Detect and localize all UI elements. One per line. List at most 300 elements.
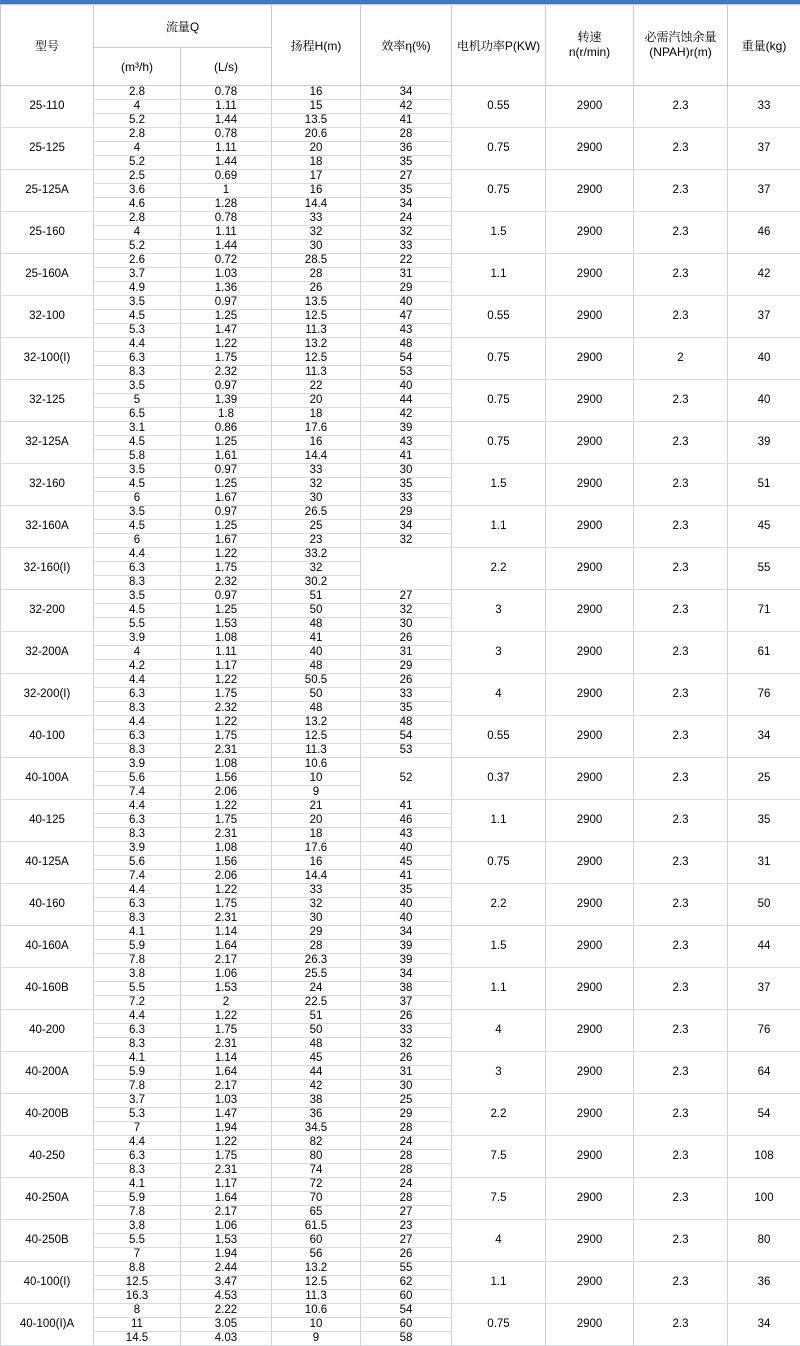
efficiency-cell: 55: [361, 1262, 452, 1276]
flow-ls-cell: 1.64: [181, 1192, 272, 1206]
speed-cell: 2900: [546, 212, 634, 254]
flow-ls-cell: 0.97: [181, 296, 272, 310]
table-row: [1, 1178, 800, 1192]
flow-m3h-cell: 3.1: [94, 422, 181, 436]
flow-ls-cell: 1.08: [181, 758, 272, 772]
head-cell: 48: [272, 702, 361, 716]
table-row: [1, 1010, 800, 1024]
weight-cell: 40: [728, 380, 800, 422]
efficiency-cell: 23: [361, 1220, 452, 1234]
flow-m3h-cell: 7.8: [94, 1206, 181, 1220]
efficiency-cell: 54: [361, 730, 452, 744]
header-power: 电机功率P(KW): [452, 5, 546, 86]
flow-ls-cell: 4.53: [181, 1290, 272, 1304]
power-cell: 2.2: [452, 884, 546, 926]
head-cell: 38: [272, 1094, 361, 1108]
table-row: [1, 1052, 800, 1066]
flow-ls-cell: 2.31: [181, 744, 272, 758]
flow-ls-cell: 1.22: [181, 548, 272, 562]
npsh-cell: 2.3: [634, 632, 728, 674]
head-cell: 51: [272, 590, 361, 604]
weight-cell: 34: [728, 716, 800, 758]
flow-m3h-cell: 4.4: [94, 884, 181, 898]
npsh-cell: 2.3: [634, 1262, 728, 1304]
flow-m3h-cell: 3.6: [94, 184, 181, 198]
head-cell: 32: [272, 226, 361, 240]
head-cell: 36: [272, 1108, 361, 1122]
efficiency-cell: 26: [361, 1248, 452, 1262]
flow-ls-cell: 1.22: [181, 1010, 272, 1024]
table-body: [1, 86, 800, 1346]
npsh-cell: 2.3: [634, 128, 728, 170]
head-cell: 14.4: [272, 450, 361, 464]
flow-m3h-cell: 7: [94, 1122, 181, 1136]
efficiency-cell: 24: [361, 212, 452, 226]
speed-cell: 2900: [546, 968, 634, 1010]
efficiency-cell: 43: [361, 436, 452, 450]
flow-m3h-cell: 4.4: [94, 716, 181, 730]
head-cell: 70: [272, 1192, 361, 1206]
flow-ls-cell: 2.17: [181, 1206, 272, 1220]
speed-cell: 2900: [546, 674, 634, 716]
power-cell: 3: [452, 590, 546, 632]
head-cell: 25.5: [272, 968, 361, 982]
npsh-cell: 2.3: [634, 758, 728, 800]
flow-ls-cell: 0.86: [181, 422, 272, 436]
head-cell: 42: [272, 1080, 361, 1094]
head-cell: 13.5: [272, 114, 361, 128]
head-cell: 33: [272, 464, 361, 478]
flow-m3h-cell: 4.1: [94, 1178, 181, 1192]
model-cell: 32-100: [1, 296, 94, 338]
flow-m3h-cell: 8.8: [94, 1262, 181, 1276]
model-cell: 40-125A: [1, 842, 94, 884]
power-cell: 1.1: [452, 1262, 546, 1304]
efficiency-cell: 27: [361, 1234, 452, 1248]
weight-cell: 37: [728, 128, 800, 170]
flow-m3h-cell: 3.8: [94, 1220, 181, 1234]
table-row: [1, 338, 800, 352]
speed-cell: 2900: [546, 758, 634, 800]
head-cell: 17.6: [272, 422, 361, 436]
flow-ls-cell: 1.44: [181, 156, 272, 170]
head-cell: 11.3: [272, 1290, 361, 1304]
flow-ls-cell: 1.75: [181, 814, 272, 828]
header-speed-line2: n(r/min): [546, 45, 633, 60]
flow-ls-cell: 1.28: [181, 198, 272, 212]
model-cell: 40-100(I): [1, 1262, 94, 1304]
speed-cell: 2900: [546, 128, 634, 170]
flow-m3h-cell: 8: [94, 1304, 181, 1318]
flow-ls-cell: 1.39: [181, 394, 272, 408]
efficiency-cell: 29: [361, 660, 452, 674]
efficiency-cell: 40: [361, 296, 452, 310]
weight-cell: 37: [728, 968, 800, 1010]
efficiency-cell: 39: [361, 954, 452, 968]
flow-ls-cell: 1.22: [181, 884, 272, 898]
head-cell: 13.5: [272, 296, 361, 310]
flow-m3h-cell: 12.5: [94, 1276, 181, 1290]
table-row: [1, 1094, 800, 1108]
efficiency-cell: 34: [361, 86, 452, 100]
head-cell: 21: [272, 800, 361, 814]
efficiency-cell: 36: [361, 142, 452, 156]
speed-cell: 2900: [546, 1220, 634, 1262]
flow-m3h-cell: 2.8: [94, 212, 181, 226]
flow-m3h-cell: 5: [94, 394, 181, 408]
flow-m3h-cell: 8.3: [94, 702, 181, 716]
efficiency-cell: 29: [361, 1108, 452, 1122]
head-cell: 41: [272, 632, 361, 646]
flow-m3h-cell: 4.6: [94, 198, 181, 212]
efficiency-cell: 31: [361, 1066, 452, 1080]
flow-ls-cell: 2.17: [181, 1080, 272, 1094]
efficiency-cell: 40: [361, 912, 452, 926]
flow-m3h-cell: 8.3: [94, 1164, 181, 1178]
model-cell: 40-160A: [1, 926, 94, 968]
weight-cell: 44: [728, 926, 800, 968]
efficiency-cell: 32: [361, 534, 452, 548]
table-row: [1, 1220, 800, 1234]
flow-ls-cell: 1.11: [181, 226, 272, 240]
efficiency-cell: 54: [361, 352, 452, 366]
head-cell: 26: [272, 282, 361, 296]
head-cell: 56: [272, 1248, 361, 1262]
head-cell: 65: [272, 1206, 361, 1220]
head-cell: 22: [272, 380, 361, 394]
model-cell: 32-100(I): [1, 338, 94, 380]
speed-cell: 2900: [546, 380, 634, 422]
efficiency-cell: 42: [361, 100, 452, 114]
flow-ls-cell: 3.05: [181, 1318, 272, 1332]
npsh-cell: 2.3: [634, 86, 728, 128]
model-cell: 32-125: [1, 380, 94, 422]
efficiency-cell: 41: [361, 450, 452, 464]
head-cell: 14.4: [272, 870, 361, 884]
efficiency-cell: 30: [361, 618, 452, 632]
flow-m3h-cell: 2.6: [94, 254, 181, 268]
weight-cell: 25: [728, 758, 800, 800]
npsh-cell: 2.3: [634, 674, 728, 716]
power-cell: 4: [452, 1010, 546, 1052]
flow-ls-cell: 1.94: [181, 1122, 272, 1136]
npsh-cell: 2.3: [634, 254, 728, 296]
flow-m3h-cell: 8.3: [94, 576, 181, 590]
efficiency-cell: 48: [361, 716, 452, 730]
table-row: [1, 674, 800, 688]
table-row: [1, 170, 800, 184]
flow-m3h-cell: 3.9: [94, 842, 181, 856]
flow-ls-cell: 1.53: [181, 982, 272, 996]
head-cell: 10.6: [272, 1304, 361, 1318]
flow-m3h-cell: 3.9: [94, 758, 181, 772]
speed-cell: 2900: [546, 1094, 634, 1136]
flow-ls-cell: 1.75: [181, 1024, 272, 1038]
flow-m3h-cell: 4: [94, 646, 181, 660]
flow-m3h-cell: 5.2: [94, 156, 181, 170]
weight-cell: 39: [728, 422, 800, 464]
efficiency-cell: 24: [361, 1136, 452, 1150]
table-row: [1, 926, 800, 940]
flow-ls-cell: 1.61: [181, 450, 272, 464]
efficiency-cell: 22: [361, 254, 452, 268]
efficiency-cell: 28: [361, 1192, 452, 1206]
flow-ls-cell: 1.53: [181, 618, 272, 632]
weight-cell: 55: [728, 548, 800, 590]
npsh-cell: 2.3: [634, 506, 728, 548]
head-cell: 72: [272, 1178, 361, 1192]
flow-m3h-cell: 4: [94, 100, 181, 114]
flow-ls-cell: 1.14: [181, 926, 272, 940]
flow-m3h-cell: 7.8: [94, 954, 181, 968]
flow-ls-cell: 1.17: [181, 1178, 272, 1192]
header-efficiency: 效率η(%): [361, 5, 452, 86]
efficiency-cell: 35: [361, 156, 452, 170]
model-cell: 40-250B: [1, 1220, 94, 1262]
flow-m3h-cell: 7: [94, 1248, 181, 1262]
head-cell: 33.2: [272, 548, 361, 562]
flow-m3h-cell: 6.3: [94, 352, 181, 366]
head-cell: 10.6: [272, 758, 361, 772]
head-cell: 15: [272, 100, 361, 114]
pump-spec-table: [0, 4, 800, 1346]
efficiency-cell: 43: [361, 324, 452, 338]
head-cell: 11.3: [272, 324, 361, 338]
header-flow-m3h: (m³/h): [94, 48, 181, 86]
speed-cell: 2900: [546, 422, 634, 464]
head-cell: 29: [272, 926, 361, 940]
model-cell: 40-200: [1, 1010, 94, 1052]
flow-ls-cell: 1.08: [181, 632, 272, 646]
flow-m3h-cell: 6.3: [94, 1150, 181, 1164]
npsh-cell: 2.3: [634, 296, 728, 338]
head-cell: 14.4: [272, 198, 361, 212]
weight-cell: 34: [728, 1304, 800, 1346]
model-cell: 25-125A: [1, 170, 94, 212]
header-model: 型号: [1, 5, 94, 86]
flow-ls-cell: 1.67: [181, 534, 272, 548]
efficiency-cell: 35: [361, 884, 452, 898]
flow-m3h-cell: 5.5: [94, 618, 181, 632]
flow-m3h-cell: 3.5: [94, 380, 181, 394]
table-row: [1, 968, 800, 982]
flow-ls-cell: 1.25: [181, 310, 272, 324]
efficiency-cell: 38: [361, 982, 452, 996]
flow-ls-cell: 1.47: [181, 324, 272, 338]
efficiency-cell: 29: [361, 506, 452, 520]
efficiency-cell: 34: [361, 520, 452, 534]
efficiency-cell: 25: [361, 1094, 452, 1108]
table-row: [1, 590, 800, 604]
header-head: 扬程H(m): [272, 5, 361, 86]
flow-ls-cell: 1.44: [181, 240, 272, 254]
table-row: [1, 212, 800, 226]
power-cell: 0.55: [452, 296, 546, 338]
weight-cell: 40: [728, 338, 800, 380]
flow-ls-cell: 0.97: [181, 380, 272, 394]
table-row: [1, 800, 800, 814]
efficiency-cell: 43: [361, 828, 452, 842]
head-cell: 12.5: [272, 730, 361, 744]
head-cell: 10: [272, 772, 361, 786]
power-cell: 4: [452, 674, 546, 716]
flow-m3h-cell: 4.4: [94, 1136, 181, 1150]
efficiency-cell: 54: [361, 1304, 452, 1318]
efficiency-cell: 37: [361, 996, 452, 1010]
flow-ls-cell: 1.25: [181, 478, 272, 492]
efficiency-cell: 39: [361, 422, 452, 436]
flow-m3h-cell: 6.3: [94, 562, 181, 576]
efficiency-cell: 41: [361, 800, 452, 814]
efficiency-cell: 26: [361, 674, 452, 688]
flow-ls-cell: 2.31: [181, 1038, 272, 1052]
efficiency-cell: 33: [361, 1024, 452, 1038]
flow-m3h-cell: 5.6: [94, 856, 181, 870]
head-cell: 45: [272, 1052, 361, 1066]
head-cell: 23: [272, 534, 361, 548]
flow-m3h-cell: 4.5: [94, 310, 181, 324]
npsh-cell: 2.3: [634, 590, 728, 632]
npsh-cell: 2.3: [634, 926, 728, 968]
model-cell: 32-160: [1, 464, 94, 506]
efficiency-cell: 58: [361, 1332, 452, 1346]
efficiency-cell: 40: [361, 898, 452, 912]
flow-m3h-cell: 4.5: [94, 604, 181, 618]
flow-ls-cell: 1.22: [181, 1136, 272, 1150]
head-cell: 74: [272, 1164, 361, 1178]
header-npsh-line2: (NPAH)r(m): [634, 45, 727, 60]
head-cell: 48: [272, 1038, 361, 1052]
flow-ls-cell: 0.97: [181, 464, 272, 478]
flow-m3h-cell: 4.4: [94, 800, 181, 814]
speed-cell: 2900: [546, 1262, 634, 1304]
flow-ls-cell: 3.47: [181, 1276, 272, 1290]
flow-ls-cell: 1.22: [181, 338, 272, 352]
head-cell: 61.5: [272, 1220, 361, 1234]
efficiency-cell: 53: [361, 744, 452, 758]
efficiency-cell: 40: [361, 380, 452, 394]
flow-m3h-cell: 5.3: [94, 1108, 181, 1122]
weight-cell: 108: [728, 1136, 800, 1178]
power-cell: 0.37: [452, 758, 546, 800]
head-cell: 32: [272, 562, 361, 576]
table-row: [1, 716, 800, 730]
flow-m3h-cell: 16.3: [94, 1290, 181, 1304]
flow-m3h-cell: 7.2: [94, 996, 181, 1010]
head-cell: 26.5: [272, 506, 361, 520]
flow-m3h-cell: 6: [94, 534, 181, 548]
efficiency-cell: 26: [361, 1052, 452, 1066]
table-row: [1, 506, 800, 520]
table-row: [1, 296, 800, 310]
power-cell: 2.2: [452, 1094, 546, 1136]
flow-ls-cell: 2.17: [181, 954, 272, 968]
head-cell: 32: [272, 478, 361, 492]
flow-m3h-cell: 5.9: [94, 1066, 181, 1080]
efficiency-cell: 31: [361, 268, 452, 282]
power-cell: 4: [452, 1220, 546, 1262]
table-row: [1, 1262, 800, 1276]
efficiency-cell: 34: [361, 968, 452, 982]
table-row: [1, 422, 800, 436]
flow-ls-cell: 1.11: [181, 646, 272, 660]
head-cell: 20: [272, 814, 361, 828]
flow-ls-cell: 1.14: [181, 1052, 272, 1066]
npsh-cell: 2.3: [634, 842, 728, 884]
weight-cell: 35: [728, 800, 800, 842]
model-cell: 40-160B: [1, 968, 94, 1010]
head-cell: 12.5: [272, 352, 361, 366]
npsh-cell: 2.3: [634, 170, 728, 212]
model-cell: 40-250: [1, 1136, 94, 1178]
power-cell: 0.75: [452, 1304, 546, 1346]
npsh-cell: 2.3: [634, 464, 728, 506]
flow-m3h-cell: 6.5: [94, 408, 181, 422]
flow-ls-cell: 2.32: [181, 576, 272, 590]
flow-ls-cell: 1.03: [181, 1094, 272, 1108]
flow-ls-cell: 1.53: [181, 1234, 272, 1248]
head-cell: 26.3: [272, 954, 361, 968]
head-cell: 12.5: [272, 310, 361, 324]
flow-ls-cell: 1.64: [181, 1066, 272, 1080]
efficiency-cell: 33: [361, 688, 452, 702]
flow-m3h-cell: 3.5: [94, 464, 181, 478]
npsh-cell: 2.3: [634, 1178, 728, 1220]
head-cell: 30: [272, 240, 361, 254]
table-row: [1, 548, 800, 562]
head-cell: 16: [272, 436, 361, 450]
weight-cell: 31: [728, 842, 800, 884]
flow-ls-cell: 1.94: [181, 1248, 272, 1262]
npsh-cell: 2.3: [634, 380, 728, 422]
flow-m3h-cell: 5.5: [94, 1234, 181, 1248]
speed-cell: 2900: [546, 548, 634, 590]
efficiency-cell: 28: [361, 1122, 452, 1136]
flow-m3h-cell: 6.3: [94, 898, 181, 912]
flow-ls-cell: 1.17: [181, 660, 272, 674]
head-cell: 28: [272, 268, 361, 282]
head-cell: 18: [272, 828, 361, 842]
flow-ls-cell: 1.25: [181, 604, 272, 618]
flow-ls-cell: 0.72: [181, 254, 272, 268]
efficiency-cell: 31: [361, 646, 452, 660]
model-cell: 40-200B: [1, 1094, 94, 1136]
weight-cell: 54: [728, 1094, 800, 1136]
weight-cell: 45: [728, 506, 800, 548]
head-cell: 50: [272, 604, 361, 618]
efficiency-cell: 46: [361, 814, 452, 828]
efficiency-cell: 41: [361, 870, 452, 884]
flow-m3h-cell: 4.5: [94, 436, 181, 450]
head-cell: 13.2: [272, 338, 361, 352]
efficiency-cell: 40: [361, 842, 452, 856]
efficiency-cell: 29: [361, 282, 452, 296]
model-cell: 25-125: [1, 128, 94, 170]
flow-ls-cell: 4.03: [181, 1332, 272, 1346]
weight-cell: 61: [728, 632, 800, 674]
flow-ls-cell: 2.31: [181, 828, 272, 842]
model-cell: 40-250A: [1, 1178, 94, 1220]
flow-ls-cell: 1.75: [181, 898, 272, 912]
speed-cell: 2900: [546, 254, 634, 296]
header-weight: 重量(kg): [728, 5, 800, 86]
power-cell: 7.5: [452, 1178, 546, 1220]
head-cell: 16: [272, 86, 361, 100]
flow-m3h-cell: 3.9: [94, 632, 181, 646]
power-cell: 0.75: [452, 338, 546, 380]
efficiency-cell: 42: [361, 408, 452, 422]
head-cell: 30: [272, 492, 361, 506]
